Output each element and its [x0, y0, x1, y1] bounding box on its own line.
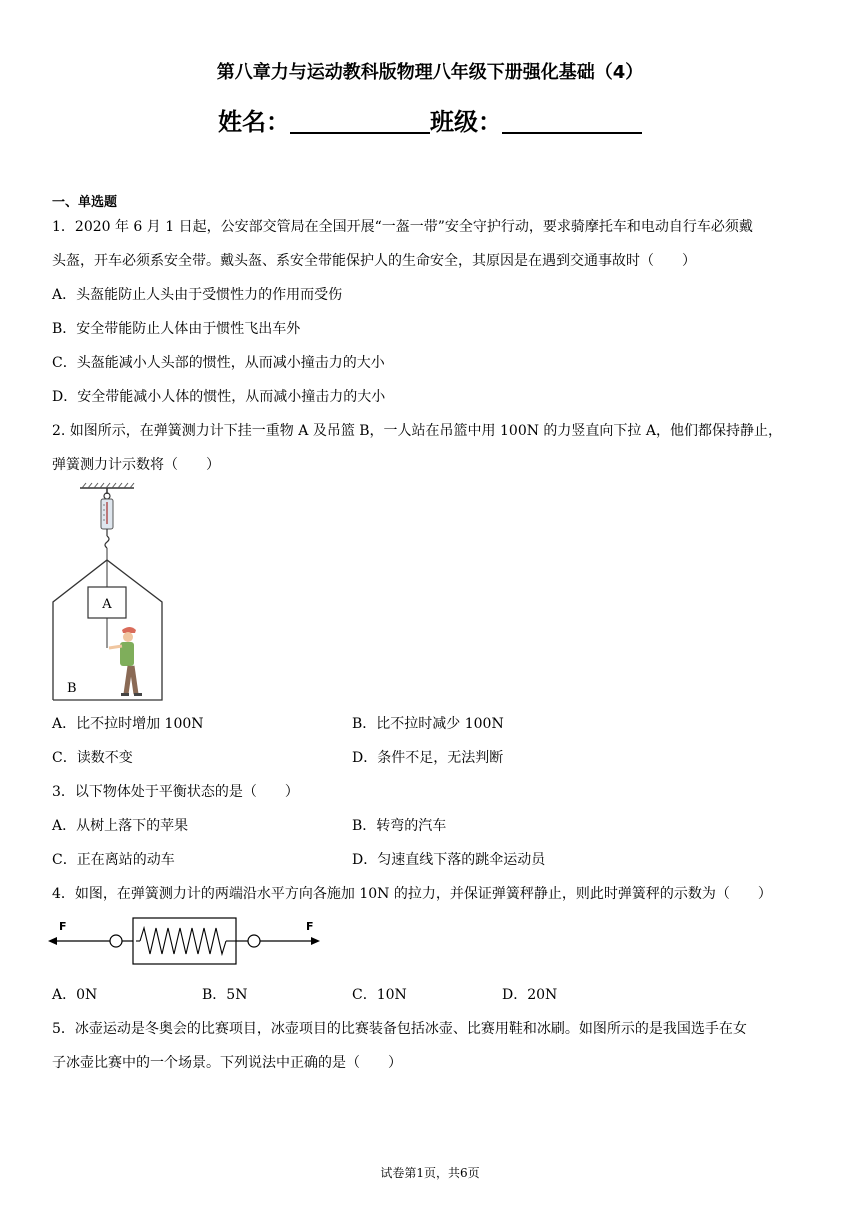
q1-option-d: D．安全带能减小人体的惯性，从而减小撞击力的大小 — [52, 389, 386, 405]
q5-stem-line2: 子冰壶比赛中的一个场景。下列说法中正确的是（ ） — [52, 1055, 402, 1071]
q1-stem-line2: 头盔，开车必须系安全带。戴头盔、系安全带能保护人的生命安全，其原因是在遇到交通事故时（ ） — [52, 253, 696, 269]
q3-option-b: B．转弯的汽车 — [352, 818, 447, 834]
person-pulling — [109, 627, 142, 696]
name-blank — [290, 110, 430, 134]
q4-spring-scale-figure — [44, 914, 324, 970]
q4-stem: 4．如图，在弹簧测力计的两端沿水平方向各施加 10N 的拉力，并保证弹簧秤静止，则此时弹簧秤的示数为（ ） — [52, 886, 772, 902]
paper-title: 第八章力与运动教科版物理八年级下册强化基础（4） — [216, 62, 644, 83]
q3-option-a: A．从树上落下的苹果 — [52, 818, 189, 834]
q2-option-b: B．比不拉时减少 100N — [352, 716, 504, 732]
name-class-line — [0, 102, 860, 137]
q1-option-b: B．安全带能防止人体由于惯性飞出车外 — [52, 321, 301, 337]
force-label-left: F — [59, 920, 67, 933]
force-label-right: F — [306, 920, 314, 933]
q2-stem-line2: 弹簧测力计示数将（ ） — [52, 457, 220, 473]
q2-spring-basket-figure — [50, 480, 170, 702]
q1-option-a: A．头盔能防止人头由于受惯性力的作用而受伤 — [52, 287, 343, 303]
figure-label-b: B — [67, 681, 77, 696]
q2-option-c: C．读数不变 — [52, 750, 133, 766]
q3-option-c: C．正在离站的动车 — [52, 852, 175, 868]
q4-option-d: D．20N — [502, 987, 558, 1003]
name-label: 姓名： — [218, 108, 290, 136]
figure-label-a: A — [102, 597, 112, 612]
q1-option-c: C．头盔能减小人头部的惯性，从而减小撞击力的大小 — [52, 355, 385, 371]
q4-option-c: C．10N — [352, 987, 407, 1003]
q5-stem-line1: 5．冰壶运动是冬奥会的比赛项目，冰壶项目的比赛装备包括冰壶、比赛用鞋和冰刷。如图所示的是我国选手在女 — [52, 1021, 747, 1037]
q2-stem-line1: 2. 如图所示，在弹簧测力计下挂一重物 A 及吊篮 B，一人站在吊篮中用 100N 的力竖直向下拉 A，他们都保持静止， — [52, 423, 782, 439]
q4-option-a: A．0N — [52, 987, 98, 1003]
q4-option-b: B．5N — [202, 987, 248, 1003]
q2-option-a: A．比不拉时增加 100N — [52, 716, 204, 732]
q1-stem-line1: 1．2020 年 6 月 1 日起，公安部交管局在全国开展“一盔一带”安全守护行动，要求骑摩托车和电动自行车必须戴 — [52, 219, 753, 235]
section-title: 一、单选题 — [52, 195, 118, 210]
page-footer: 试卷第1页，共6页 — [380, 1166, 480, 1180]
class-label: 班级： — [430, 108, 502, 136]
q3-option-d: D．匀速直线下落的跳伞运动员 — [352, 852, 546, 868]
class-blank — [502, 110, 642, 134]
q2-option-d: D．条件不足，无法判断 — [352, 750, 504, 766]
q3-stem: 3．以下物体处于平衡状态的是（ ） — [52, 784, 299, 800]
